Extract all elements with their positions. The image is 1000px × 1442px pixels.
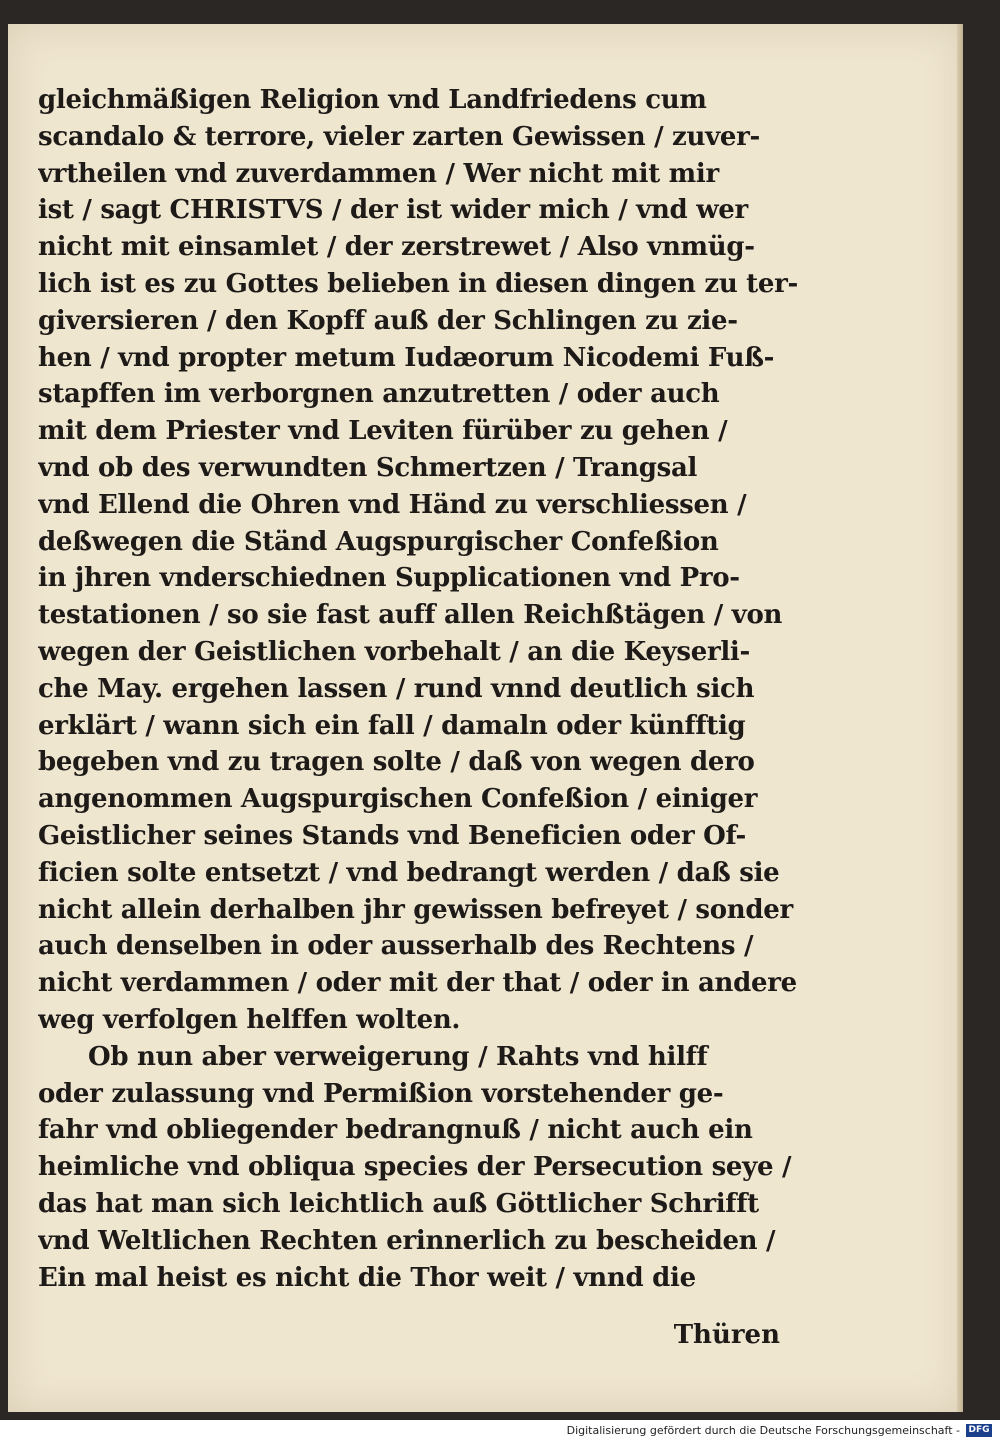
text-line: stapffen im verborgnen anzutretten / oder auch bbox=[38, 379, 720, 410]
text-line: testationen / so sie fast auff allen Reichßtägen / von bbox=[38, 600, 783, 631]
text-line: lich ist es zu Gottes belieben in diesen dingen zu ter- bbox=[38, 268, 799, 299]
dfg-logo: DFG bbox=[966, 1424, 992, 1437]
page-edge bbox=[957, 24, 963, 1412]
text-line: nicht allein derhalben jhr gewissen befreyet / sonder bbox=[38, 894, 793, 925]
text-line: ist / sagt CHRISTVS / der ist wider mich / vnd wer bbox=[38, 195, 748, 226]
text-line: heimliche vnd obliqua species der Persecution seye / bbox=[38, 1152, 792, 1183]
text-line: angenommen Augspurgischen Confeßion / einiger bbox=[38, 784, 758, 815]
text-line: fahr vnd obliegender bedrangnuß / nicht auch ein bbox=[38, 1115, 753, 1146]
text-line: scandalo & terrore, vieler zarten Gewissen / zuver- bbox=[38, 121, 761, 152]
text-line: erklärt / wann sich ein fall / damaln oder künfftig bbox=[38, 710, 746, 741]
text-line: hen / vnd propter metum Iudæorum Nicodemi Fuß- bbox=[38, 342, 775, 373]
text-line: che May. ergehen lassen / rund vnnd deutlich sich bbox=[38, 673, 755, 704]
text-line: das hat man sich leichtlich auß Göttlicher Schrifft bbox=[38, 1188, 759, 1219]
text-line: ficien solte entsetzt / vnd bedrangt werden / daß sie bbox=[38, 857, 780, 888]
body-text bbox=[38, 82, 808, 1296]
text-line: vrtheilen vnd zuverdammen / Wer nicht mit mir bbox=[38, 158, 719, 189]
text-line: wegen der Geistlichen vorbehalt / an die Keyserli- bbox=[38, 636, 750, 667]
text-line: nicht verdammen / oder mit der that / oder in andere bbox=[38, 968, 797, 999]
paragraph-start-line: Ob nun aber verweigerung / Rahts vnd hilff bbox=[88, 1041, 708, 1072]
text-line: vnd Weltlichen Rechten erinnerlich zu bescheiden / bbox=[38, 1225, 776, 1256]
text-line: vnd ob des verwundten Schmertzen / Trangsal bbox=[38, 452, 698, 483]
text-line: oder zulassung vnd Permißion vorstehender ge- bbox=[38, 1078, 724, 1109]
text-line: Ein mal heist es nicht die Thor weit / vnnd die bbox=[38, 1262, 696, 1293]
text-line: begeben vnd zu tragen solte / daß von wegen dero bbox=[38, 747, 755, 778]
text-line: nicht mit einsamlet / der zerstrewet / Also vnmüg- bbox=[38, 232, 755, 263]
text-line: Geistlicher seines Stands vnd Beneficien oder Of- bbox=[38, 820, 746, 851]
text-line: auch denselben in oder ausserhalb des Rechtens / bbox=[38, 931, 754, 962]
footer-bar bbox=[0, 1420, 1000, 1442]
book-page bbox=[8, 24, 963, 1412]
text-line: mit dem Priester vnd Leviten fürüber zu gehen / bbox=[38, 416, 728, 447]
funding-credit: Digitalisierung gefördert durch die Deutsche Forschungsgemeinschaft - bbox=[566, 1424, 960, 1437]
text-line: gleichmäßigen Religion vnd Landfriedens cum bbox=[38, 85, 707, 115]
catchword: Thüren bbox=[673, 1320, 780, 1350]
text-line: deßwegen die Ständ Augspurgischer Confeßion bbox=[38, 526, 719, 557]
text-line: weg verfolgen helffen wolten. bbox=[38, 1004, 461, 1035]
text-line: giversieren / den Kopff auß der Schlingen zu zie- bbox=[38, 305, 738, 336]
text-line: in jhren vnderschiednen Supplicationen vnd Pro- bbox=[38, 563, 740, 594]
text-line: vnd Ellend die Ohren vnd Händ zu verschliessen / bbox=[38, 489, 747, 520]
